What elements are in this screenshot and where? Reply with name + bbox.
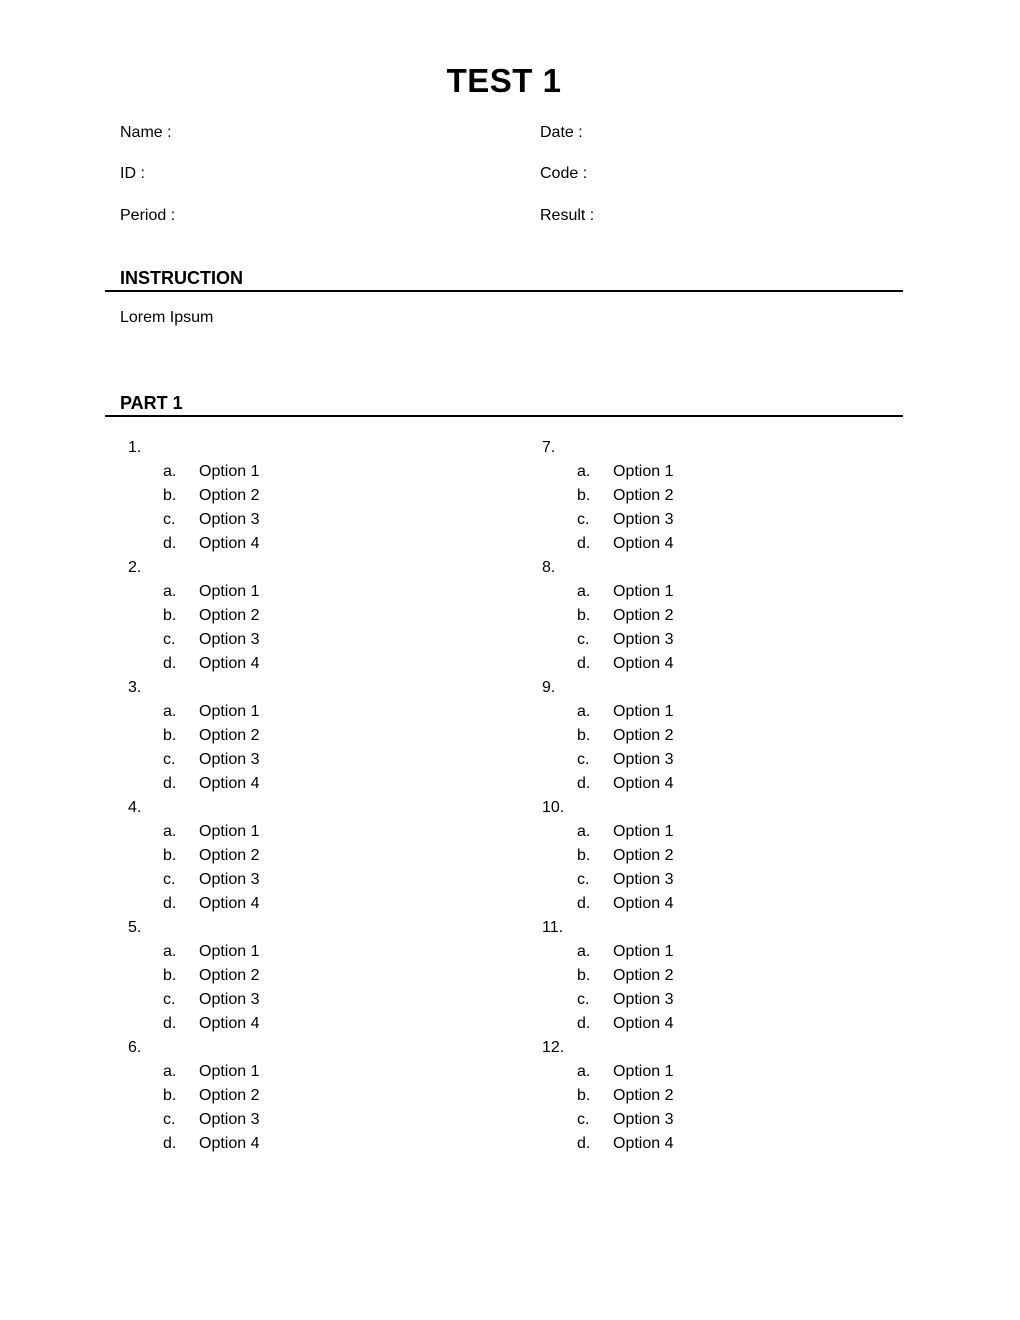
option-text: Option 1 (613, 823, 674, 840)
option-text: Option 4 (613, 655, 674, 672)
option-letter: d. (577, 655, 591, 672)
option-row (542, 508, 932, 532)
option-row (128, 724, 518, 748)
option-text: Option 4 (613, 535, 674, 552)
option-row (128, 604, 518, 628)
option-row (128, 772, 518, 796)
option-text: Option 3 (613, 751, 674, 768)
question-number: 1. (128, 439, 142, 456)
option-row (542, 628, 932, 652)
question-options (542, 700, 932, 796)
option-letter: b. (163, 487, 177, 504)
option-letter: a. (163, 943, 177, 960)
question-number: 4. (128, 799, 142, 816)
option-letter: d. (577, 775, 591, 792)
option-text: Option 3 (199, 511, 260, 528)
option-row (542, 532, 932, 556)
option-letter: d. (577, 1015, 591, 1032)
option-text: Option 3 (613, 1111, 674, 1128)
option-letter: c. (163, 511, 176, 528)
option-letter: b. (163, 727, 177, 744)
question-options (542, 580, 932, 676)
option-row (542, 844, 932, 868)
option-text: Option 2 (199, 487, 260, 504)
question-number: 11. (542, 919, 564, 936)
option-text: Option 3 (613, 631, 674, 648)
option-row (128, 652, 518, 676)
option-row (128, 820, 518, 844)
option-text: Option 2 (199, 847, 260, 864)
instruction-body-text: Lorem Ipsum (120, 309, 214, 326)
option-letter: b. (163, 967, 177, 984)
option-letter: a. (577, 943, 591, 960)
option-letter: d. (163, 535, 177, 552)
option-text: Option 1 (613, 943, 674, 960)
option-letter: a. (577, 703, 591, 720)
question-number: 8. (542, 559, 556, 576)
option-row (542, 604, 932, 628)
option-row (128, 484, 518, 508)
question-number: 3. (128, 679, 142, 696)
option-text: Option 1 (199, 1063, 260, 1080)
option-text: Option 3 (199, 1111, 260, 1128)
option-text: Option 1 (199, 463, 260, 480)
option-letter: b. (577, 607, 591, 624)
option-row (128, 1132, 518, 1156)
option-letter: c. (577, 631, 590, 648)
questions-column-right (542, 436, 932, 1156)
option-row (542, 652, 932, 676)
option-text: Option 1 (613, 583, 674, 600)
question (542, 916, 932, 1036)
question-number: 7. (542, 439, 556, 456)
code-field-label: Code : (540, 165, 588, 182)
option-row (542, 820, 932, 844)
option-text: Option 4 (199, 775, 260, 792)
page-title: TEST 1 (446, 62, 562, 99)
questions-column-left (128, 436, 518, 1156)
option-text: Option 3 (613, 991, 674, 1008)
option-row (128, 700, 518, 724)
option-text: Option 2 (199, 727, 260, 744)
option-text: Option 2 (199, 1087, 260, 1104)
option-letter: b. (577, 727, 591, 744)
option-letter: d. (163, 775, 177, 792)
option-letter: a. (577, 1063, 591, 1080)
option-row (542, 1060, 932, 1084)
option-text: Option 1 (613, 703, 674, 720)
option-row (128, 892, 518, 916)
option-letter: d. (163, 655, 177, 672)
option-row (128, 868, 518, 892)
option-letter: a. (163, 703, 177, 720)
question-number: 5. (128, 919, 142, 936)
option-row (128, 964, 518, 988)
option-letter: c. (163, 991, 176, 1008)
option-row (542, 700, 932, 724)
option-text: Option 3 (199, 871, 260, 888)
option-letter: b. (163, 1087, 177, 1104)
option-row (128, 628, 518, 652)
instruction-section-header (105, 266, 903, 292)
option-letter: a. (163, 823, 177, 840)
option-text: Option 2 (613, 487, 674, 504)
option-letter: c. (577, 751, 590, 768)
result-field-label: Result : (540, 207, 595, 224)
option-letter: a. (163, 583, 177, 600)
option-row (542, 580, 932, 604)
option-letter: c. (163, 871, 176, 888)
question (542, 436, 932, 556)
option-row (128, 1012, 518, 1036)
option-row (542, 988, 932, 1012)
option-text: Option 1 (199, 823, 260, 840)
option-row (128, 988, 518, 1012)
option-text: Option 3 (199, 991, 260, 1008)
option-row (542, 460, 932, 484)
question (542, 1036, 932, 1156)
option-row (128, 748, 518, 772)
option-text: Option 2 (199, 607, 260, 624)
option-letter: c. (577, 1111, 590, 1128)
question-number: 12. (542, 1039, 565, 1056)
question (128, 436, 518, 556)
question-options (542, 460, 932, 556)
question-options (542, 820, 932, 916)
option-text: Option 4 (199, 895, 260, 912)
option-text: Option 1 (613, 1063, 674, 1080)
option-letter: c. (163, 631, 176, 648)
question-number: 10. (542, 799, 565, 816)
option-text: Option 3 (613, 511, 674, 528)
option-letter: d. (163, 1135, 177, 1152)
option-text: Option 3 (199, 751, 260, 768)
option-row (542, 1012, 932, 1036)
option-row (542, 724, 932, 748)
period-field-label: Period : (120, 207, 176, 224)
option-row (542, 964, 932, 988)
option-row (542, 748, 932, 772)
option-letter: a. (163, 1063, 177, 1080)
option-row (128, 844, 518, 868)
option-letter: c. (577, 511, 590, 528)
option-row (128, 1108, 518, 1132)
id-field-label: ID : (120, 165, 145, 182)
question-options (542, 940, 932, 1036)
option-row (542, 1084, 932, 1108)
option-row (128, 1084, 518, 1108)
question-number: 9. (542, 679, 556, 696)
date-field-label: Date : (540, 124, 583, 141)
option-letter: c. (163, 1111, 176, 1128)
option-text: Option 2 (613, 847, 674, 864)
option-text: Option 2 (613, 1087, 674, 1104)
question (128, 676, 518, 796)
question-number: 6. (128, 1039, 142, 1056)
question-options (128, 580, 518, 676)
option-letter: b. (163, 847, 177, 864)
question-options (542, 1060, 932, 1156)
option-row (128, 940, 518, 964)
option-text: Option 1 (199, 943, 260, 960)
question (542, 676, 932, 796)
option-text: Option 4 (613, 895, 674, 912)
option-row (542, 892, 932, 916)
option-row (542, 868, 932, 892)
option-text: Option 2 (613, 967, 674, 984)
option-text: Option 3 (613, 871, 674, 888)
name-field-label: Name : (120, 124, 172, 141)
question (128, 1036, 518, 1156)
option-row (542, 484, 932, 508)
question (128, 556, 518, 676)
option-row (128, 1060, 518, 1084)
option-text: Option 4 (613, 775, 674, 792)
option-letter: a. (577, 823, 591, 840)
option-letter: d. (577, 895, 591, 912)
option-row (542, 772, 932, 796)
option-text: Option 2 (199, 967, 260, 984)
option-text: Option 4 (613, 1135, 674, 1152)
option-row (128, 532, 518, 556)
question-options (128, 940, 518, 1036)
option-row (542, 1132, 932, 1156)
option-letter: c. (577, 991, 590, 1008)
option-row (128, 580, 518, 604)
question (128, 796, 518, 916)
option-text: Option 1 (613, 463, 674, 480)
option-row (128, 508, 518, 532)
option-letter: d. (163, 1015, 177, 1032)
option-text: Option 4 (199, 535, 260, 552)
question-options (128, 820, 518, 916)
option-letter: b. (577, 1087, 591, 1104)
question-options (128, 1060, 518, 1156)
option-letter: b. (577, 967, 591, 984)
option-text: Option 3 (199, 631, 260, 648)
question-number: 2. (128, 559, 142, 576)
option-text: Option 1 (199, 583, 260, 600)
option-text: Option 2 (613, 607, 674, 624)
option-text: Option 2 (613, 727, 674, 744)
option-letter: d. (577, 1135, 591, 1152)
option-letter: c. (163, 751, 176, 768)
option-text: Option 4 (199, 655, 260, 672)
part1-section-header (105, 391, 903, 417)
question (128, 916, 518, 1036)
instruction-heading: INSTRUCTION (120, 268, 243, 288)
option-row (128, 460, 518, 484)
option-row (542, 940, 932, 964)
option-letter: d. (163, 895, 177, 912)
option-letter: b. (577, 487, 591, 504)
option-text: Option 4 (199, 1015, 260, 1032)
option-letter: b. (577, 847, 591, 864)
option-row (542, 1108, 932, 1132)
question-options (128, 460, 518, 556)
option-letter: a. (577, 463, 591, 480)
option-letter: a. (577, 583, 591, 600)
part1-heading: PART 1 (120, 393, 183, 413)
question-options (128, 700, 518, 796)
option-text: Option 4 (613, 1015, 674, 1032)
option-letter: c. (577, 871, 590, 888)
option-letter: a. (163, 463, 177, 480)
option-letter: d. (577, 535, 591, 552)
option-text: Option 1 (199, 703, 260, 720)
option-letter: b. (163, 607, 177, 624)
question (542, 556, 932, 676)
option-text: Option 4 (199, 1135, 260, 1152)
question (542, 796, 932, 916)
